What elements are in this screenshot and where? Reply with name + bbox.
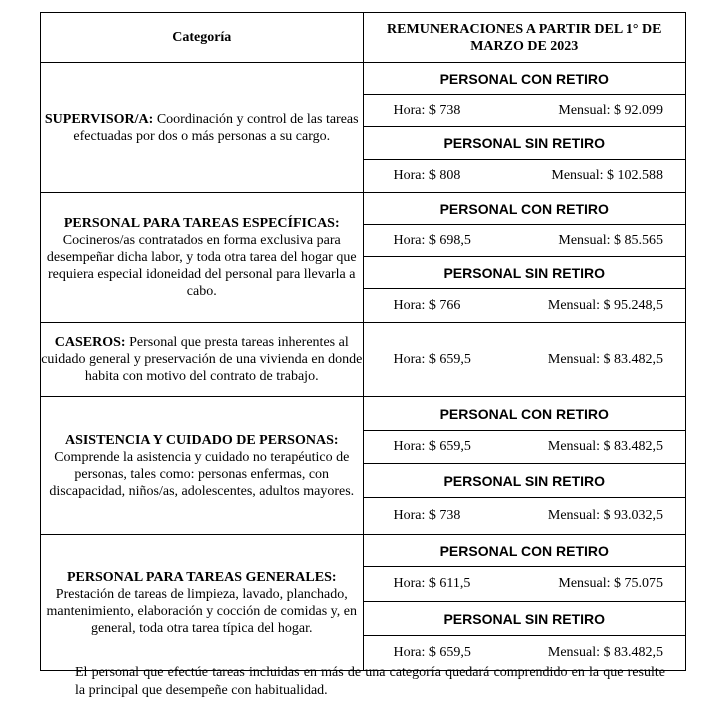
value-cell: [363, 160, 686, 193]
label-con-retiro: PERSONAL CON RETIRO: [363, 193, 686, 225]
value-cell: [363, 289, 686, 323]
category-cell-supervisor: [41, 63, 364, 193]
category-description: Prestación de tareas de limpieza, lavado, planchado, mantenimiento, elaboración y cocción de comidas y, en general, toda otra tarea típica del hogar.: [46, 586, 357, 636]
header-remuneration: REMUNERACIONES A PARTIR DEL 1° DE MARZO DE 2023: [363, 13, 686, 63]
value-cell: [363, 95, 686, 127]
mensual-value: Mensual: $ 95.248,5: [547, 297, 663, 313]
hora-value: Hora: $ 659,5: [393, 351, 471, 367]
table-header-row: [41, 13, 686, 63]
table-row: [41, 323, 686, 397]
label-con-retiro: PERSONAL CON RETIRO: [363, 397, 686, 431]
category-title: PERSONAL PARA TAREAS ESPECÍFICAS:: [63, 216, 340, 231]
label-sin-retiro: PERSONAL SIN RETIRO: [363, 602, 686, 636]
category-title: CASEROS:: [54, 335, 126, 350]
table-row: [41, 397, 686, 431]
value-cell: [363, 498, 686, 535]
label-sin-retiro: PERSONAL SIN RETIRO: [363, 464, 686, 498]
value-cell: [363, 431, 686, 464]
mensual-value: Mensual: $ 83.482,5: [547, 439, 663, 454]
mensual-value: Mensual: $ 83.482,5: [547, 645, 663, 660]
mensual-value: Mensual: $ 75.075: [558, 576, 663, 591]
value-cell: [363, 567, 686, 602]
category-description: Comprende la asistencia y cuidado no terapéutico de personas, tales como: personas enfermas, con discapacidad, niños/as, adolescentes, adultos mayores.: [49, 449, 355, 499]
category-description: Cocineros/as contratados en forma exclusiva para desempeñar dicha labor, y toda otra tarea del hogar que requiera especial idoneidad del personal para llevarla a cabo.: [46, 233, 357, 299]
mensual-value: Mensual: $ 93.032,5: [547, 508, 663, 523]
category-cell-tareas-generales: [41, 535, 364, 671]
remuneration-table: [40, 12, 686, 671]
table-row: [41, 63, 686, 95]
mensual-value: Mensual: $ 102.588: [551, 168, 663, 183]
hora-value: Hora: $ 766: [393, 297, 461, 313]
category-cell-tareas-especificas: [41, 193, 364, 323]
hora-value: Hora: $ 738: [393, 508, 461, 523]
table-row: [41, 193, 686, 225]
hora-value: Hora: $ 659,5: [393, 645, 471, 660]
mensual-value: Mensual: $ 83.482,5: [547, 351, 663, 367]
label-sin-retiro: PERSONAL SIN RETIRO: [363, 127, 686, 160]
mensual-value: Mensual: $ 92.099: [558, 102, 663, 118]
footnote: El personal que efectúe tareas incluidas en más de una categoría quedará comprendido en la que resulte la principal que desempeñe con habitualidad.: [75, 665, 665, 698]
hora-value: Hora: $ 738: [393, 102, 461, 118]
hora-value: Hora: $ 611,5: [393, 576, 471, 591]
category-description: Personal que presta tareas inherentes al cuidado general y preservación de una vivienda en donde habita con motivo del contrato de trabajo.: [41, 335, 363, 384]
header-category: Categoría: [41, 13, 364, 63]
category-title: PERSONAL PARA TAREAS GENERALES:: [66, 569, 337, 585]
value-cell: [363, 225, 686, 257]
hora-value: Hora: $ 808: [393, 168, 461, 183]
category-cell-caseros: [41, 323, 364, 397]
category-title: SUPERVISOR/A:: [44, 111, 154, 127]
category-title: ASISTENCIA Y CUIDADO DE PERSONAS:: [64, 432, 339, 448]
hora-value: Hora: $ 659,5: [393, 439, 471, 454]
mensual-value: Mensual: $ 85.565: [558, 232, 663, 248]
hora-value: Hora: $ 698,5: [393, 232, 471, 248]
label-sin-retiro: PERSONAL SIN RETIRO: [363, 257, 686, 289]
table-row: [41, 535, 686, 567]
category-description: Coordinación y control de las tareas efectuadas por dos o más personas a su cargo.: [73, 111, 359, 144]
value-cell: [363, 323, 686, 397]
label-con-retiro: PERSONAL CON RETIRO: [363, 63, 686, 95]
category-cell-asistencia-cuidado: [41, 397, 364, 535]
label-con-retiro: PERSONAL CON RETIRO: [363, 535, 686, 567]
